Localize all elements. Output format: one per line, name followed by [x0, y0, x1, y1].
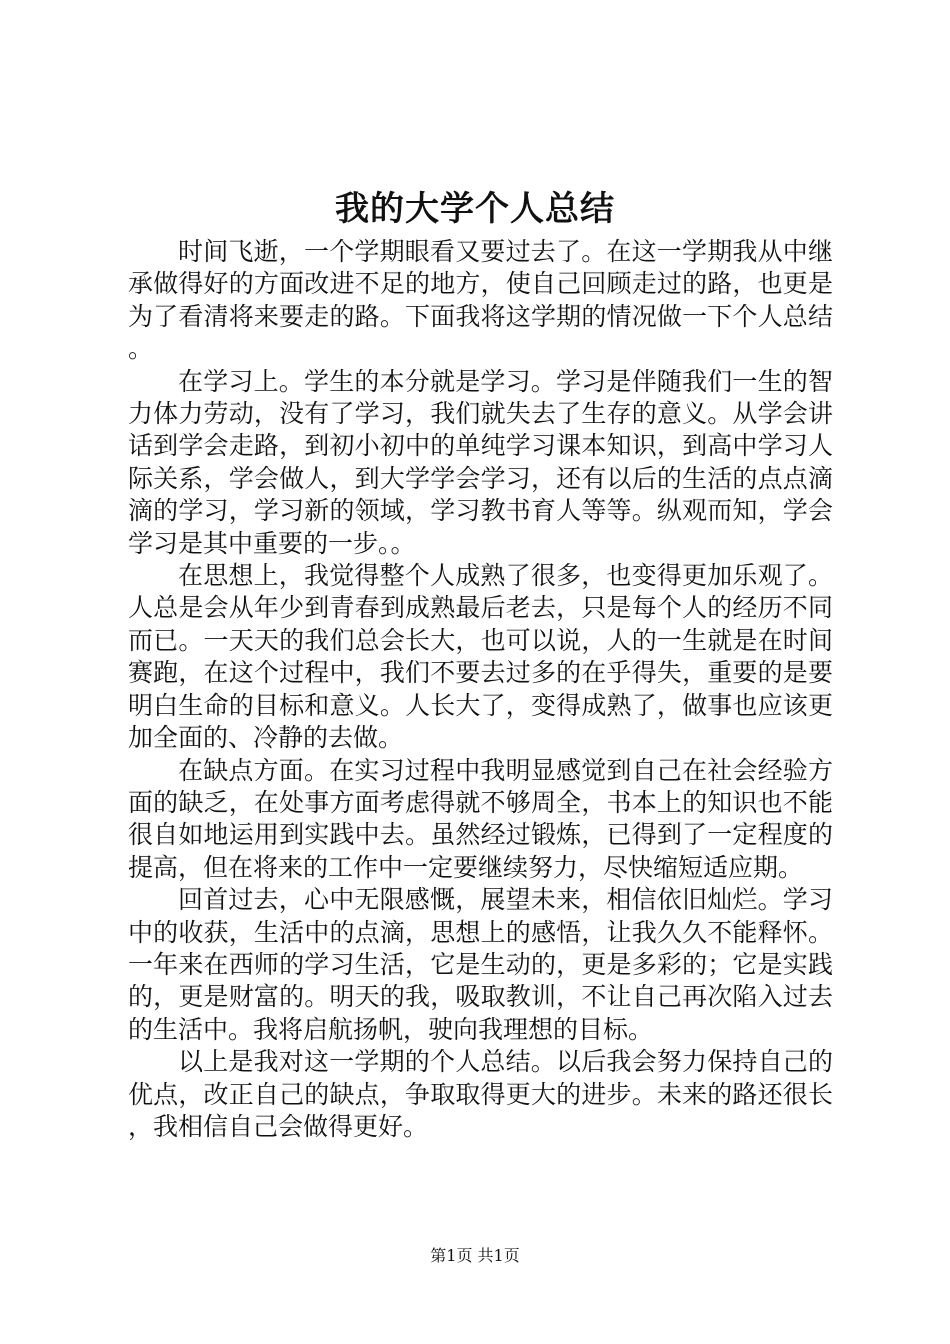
document-body — [128, 236, 833, 1143]
paragraph-thought: 在思想上，我觉得整个人成熟了很多，也变得更加乐观了。人总是会从年少到青春到成熟最后老去，只是每个人的经历不同而已。一天天的我们总会长大，也可以说，人的一生就是在时间赛跑，在这个过程中，我们不要去过多的在乎得失，重要的是要明白生命的目标和意义。人长大了，变得成熟了，做事也应该更加全面的、冷静的去做。 — [128, 561, 833, 753]
document-title: 我的大学个人总结 — [335, 189, 615, 229]
paragraph-conclusion: 以上是我对这一学期的个人总结。以后我会努力保持自己的优点，改正自己的缺点，争取取得更大的进步。未来的路还很长，我相信自己会做得更好。 — [128, 1047, 833, 1141]
paragraph-intro: 时间飞逝，一个学期眼看又要过去了。在这一学期我从中继承做得好的方面改进不足的地方，使自己回顾走过的路，也更是为了看清将来要走的路。下面我将这学期的情况做一下个人总结。 — [128, 237, 833, 364]
paragraph-study: 在学习上。学生的本分就是学习。学习是伴随我们一生的智力体力劳动，没有了学习，我们就失去了生存的意义。从学会讲话到学会走路，到初小初中的单纯学习课本知识，到高中学习人际关系，学会做人，到大学学会学习，还有以后的生活的点点滴滴的学习，学习新的领域，学习教书育人等等。纵观而知，学会学习是其中重要的一步。。 — [128, 366, 833, 558]
paragraph-shortcomings: 在缺点方面。在实习过程中我明显感觉到自己在社会经验方面的缺乏，在处事方面考虑得就不够周全，书本上的知识也不能很自如地运用到实践中去。虽然经过锻炼，已得到了一定程度的提高，但在将来的工作中一定要继续努力，尽快缩短适应期。 — [128, 755, 833, 882]
paragraph-reflection: 回首过去，心中无限感慨，展望未来，相信依旧灿烂。学习中的收获，生活中的点滴，思想上的感悟，让我久久不能释怀。一年来在西师的学习生活，它是生动的，更是多彩的；它是实践的，更是财富的。明天的我，吸取教训，不让自己再次陷入过去的生活中。我将启航扬帆，驶向我理想的目标。 — [128, 885, 833, 1044]
page-number-footer: 第1页 共1页 — [430, 1246, 520, 1265]
